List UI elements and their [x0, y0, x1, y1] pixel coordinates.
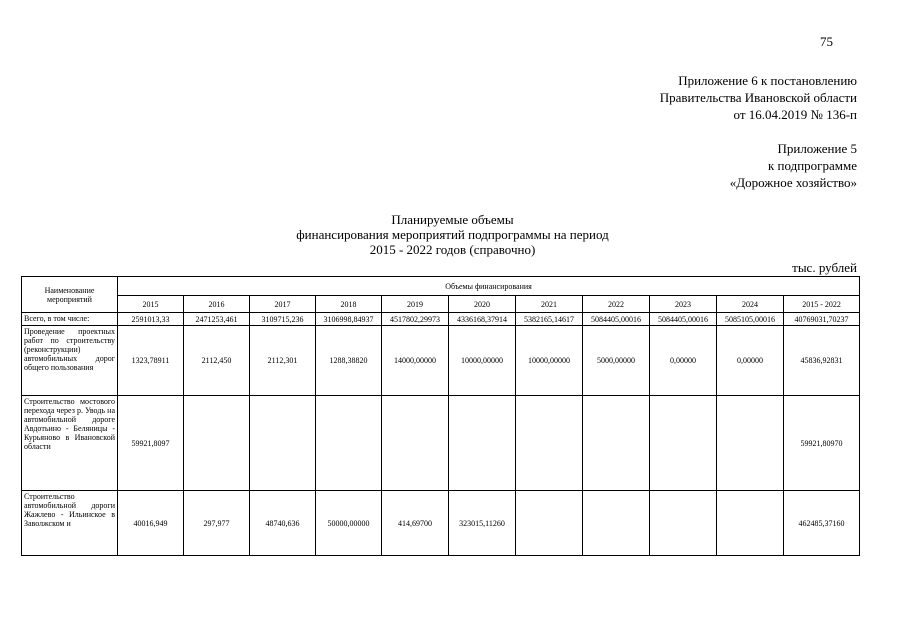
year-header: 2024 — [717, 296, 784, 313]
title-line1: Планируемые объемы — [391, 212, 514, 227]
appendix-6-line3: от 16.04.2019 № 136-п — [733, 107, 857, 122]
appendix-5-line3: «Дорожное хозяйство» — [729, 175, 857, 190]
appendix-6-line1: Приложение 6 к постановлению — [678, 73, 857, 88]
value-cell — [717, 491, 784, 556]
value-cell — [516, 491, 583, 556]
title-line3: 2015 - 2022 годов (справочно) — [369, 242, 536, 257]
value-cell: 59921,80970 — [784, 396, 860, 491]
value-cell: 5084405,00016 — [583, 313, 650, 326]
value-cell — [650, 491, 717, 556]
year-header-row — [22, 296, 860, 313]
value-cell: 323015,11260 — [449, 491, 516, 556]
value-cell: 10000,00000 — [449, 326, 516, 396]
value-cell: 297,977 — [184, 491, 250, 556]
title-line2: финансирования мероприятий подпрограммы на период — [296, 227, 609, 242]
value-cell — [449, 396, 516, 491]
year-header: 2015 - 2022 — [784, 296, 860, 313]
value-cell: 3109715,236 — [250, 313, 316, 326]
page-number: 75 — [820, 34, 833, 49]
value-cell: 40769031,70237 — [784, 313, 860, 326]
value-cell: 2591013,33 — [118, 313, 184, 326]
value-cell — [250, 396, 316, 491]
value-cell: 5084405,00016 — [650, 313, 717, 326]
year-header: 2017 — [250, 296, 316, 313]
value-cell: 10000,00000 — [516, 326, 583, 396]
value-cell: 59921,8097 — [118, 396, 184, 491]
value-cell — [583, 396, 650, 491]
name-column-header: Наименование мероприятий — [22, 277, 118, 313]
value-cell: 14000,00000 — [382, 326, 449, 396]
value-cell — [650, 396, 717, 491]
appendix-5-line2: к подпрограмме — [767, 158, 857, 173]
year-header: 2019 — [382, 296, 449, 313]
value-cell: 414,69700 — [382, 491, 449, 556]
value-cell: 5000,00000 — [583, 326, 650, 396]
value-cell — [583, 491, 650, 556]
value-cell: 40016,949 — [118, 491, 184, 556]
value-cell: 3106998,84937 — [316, 313, 382, 326]
value-cell: 5085105,00016 — [717, 313, 784, 326]
value-cell: 45836,92831 — [784, 326, 860, 396]
value-cell: 2112,450 — [184, 326, 250, 396]
value-cell — [717, 396, 784, 491]
measure-name-cell: Проведение проектных работ по строительству (реконструкции) автомобильных дорог общего пользования — [22, 326, 118, 396]
value-cell — [516, 396, 583, 491]
year-header: 2015 — [118, 296, 184, 313]
value-cell — [184, 396, 250, 491]
value-cell: 5382165,14617 — [516, 313, 583, 326]
year-header: 2020 — [449, 296, 516, 313]
year-header: 2023 — [650, 296, 717, 313]
value-cell: 4517802,29973 — [382, 313, 449, 326]
year-header: 2016 — [184, 296, 250, 313]
table-row — [22, 313, 860, 326]
value-cell — [316, 396, 382, 491]
value-cell: 2112,301 — [250, 326, 316, 396]
value-cell: 1323,78911 — [118, 326, 184, 396]
appendix-5-header — [730, 140, 857, 191]
year-header: 2018 — [316, 296, 382, 313]
table-row — [22, 491, 860, 556]
value-cell: 50000,00000 — [316, 491, 382, 556]
table-row — [22, 396, 860, 491]
measure-name-cell: Всего, в том числе: — [22, 313, 118, 326]
appendix-5-line1: Приложение 5 — [777, 141, 857, 156]
year-header: 2022 — [583, 296, 650, 313]
appendix-6-header — [660, 72, 857, 123]
value-cell: 1288,38820 — [316, 326, 382, 396]
measure-name-cell: Строительство автомобильной дороги Жажлево - Ильинское в Заволжском и — [22, 491, 118, 556]
value-cell — [382, 396, 449, 491]
units-label: тыс. рублей — [792, 260, 857, 275]
value-cell: 2471253,461 — [184, 313, 250, 326]
document-title — [200, 212, 705, 257]
financing-table — [21, 276, 860, 556]
value-cell: 462485,37160 — [784, 491, 860, 556]
appendix-6-line2: Правительства Ивановской области — [659, 90, 857, 105]
year-header: 2021 — [516, 296, 583, 313]
financing-group-header: Объемы финансирования — [118, 277, 860, 296]
value-cell: 0,00000 — [650, 326, 717, 396]
table-row — [22, 326, 860, 396]
value-cell: 0,00000 — [717, 326, 784, 396]
measure-name-cell: Строительство мостового перехода через р. Уводь на автомобильной дороге Авдотьино - Беляницы - Курьяново в Ивановской области — [22, 396, 118, 491]
value-cell: 48740,636 — [250, 491, 316, 556]
value-cell: 4336168,37914 — [449, 313, 516, 326]
